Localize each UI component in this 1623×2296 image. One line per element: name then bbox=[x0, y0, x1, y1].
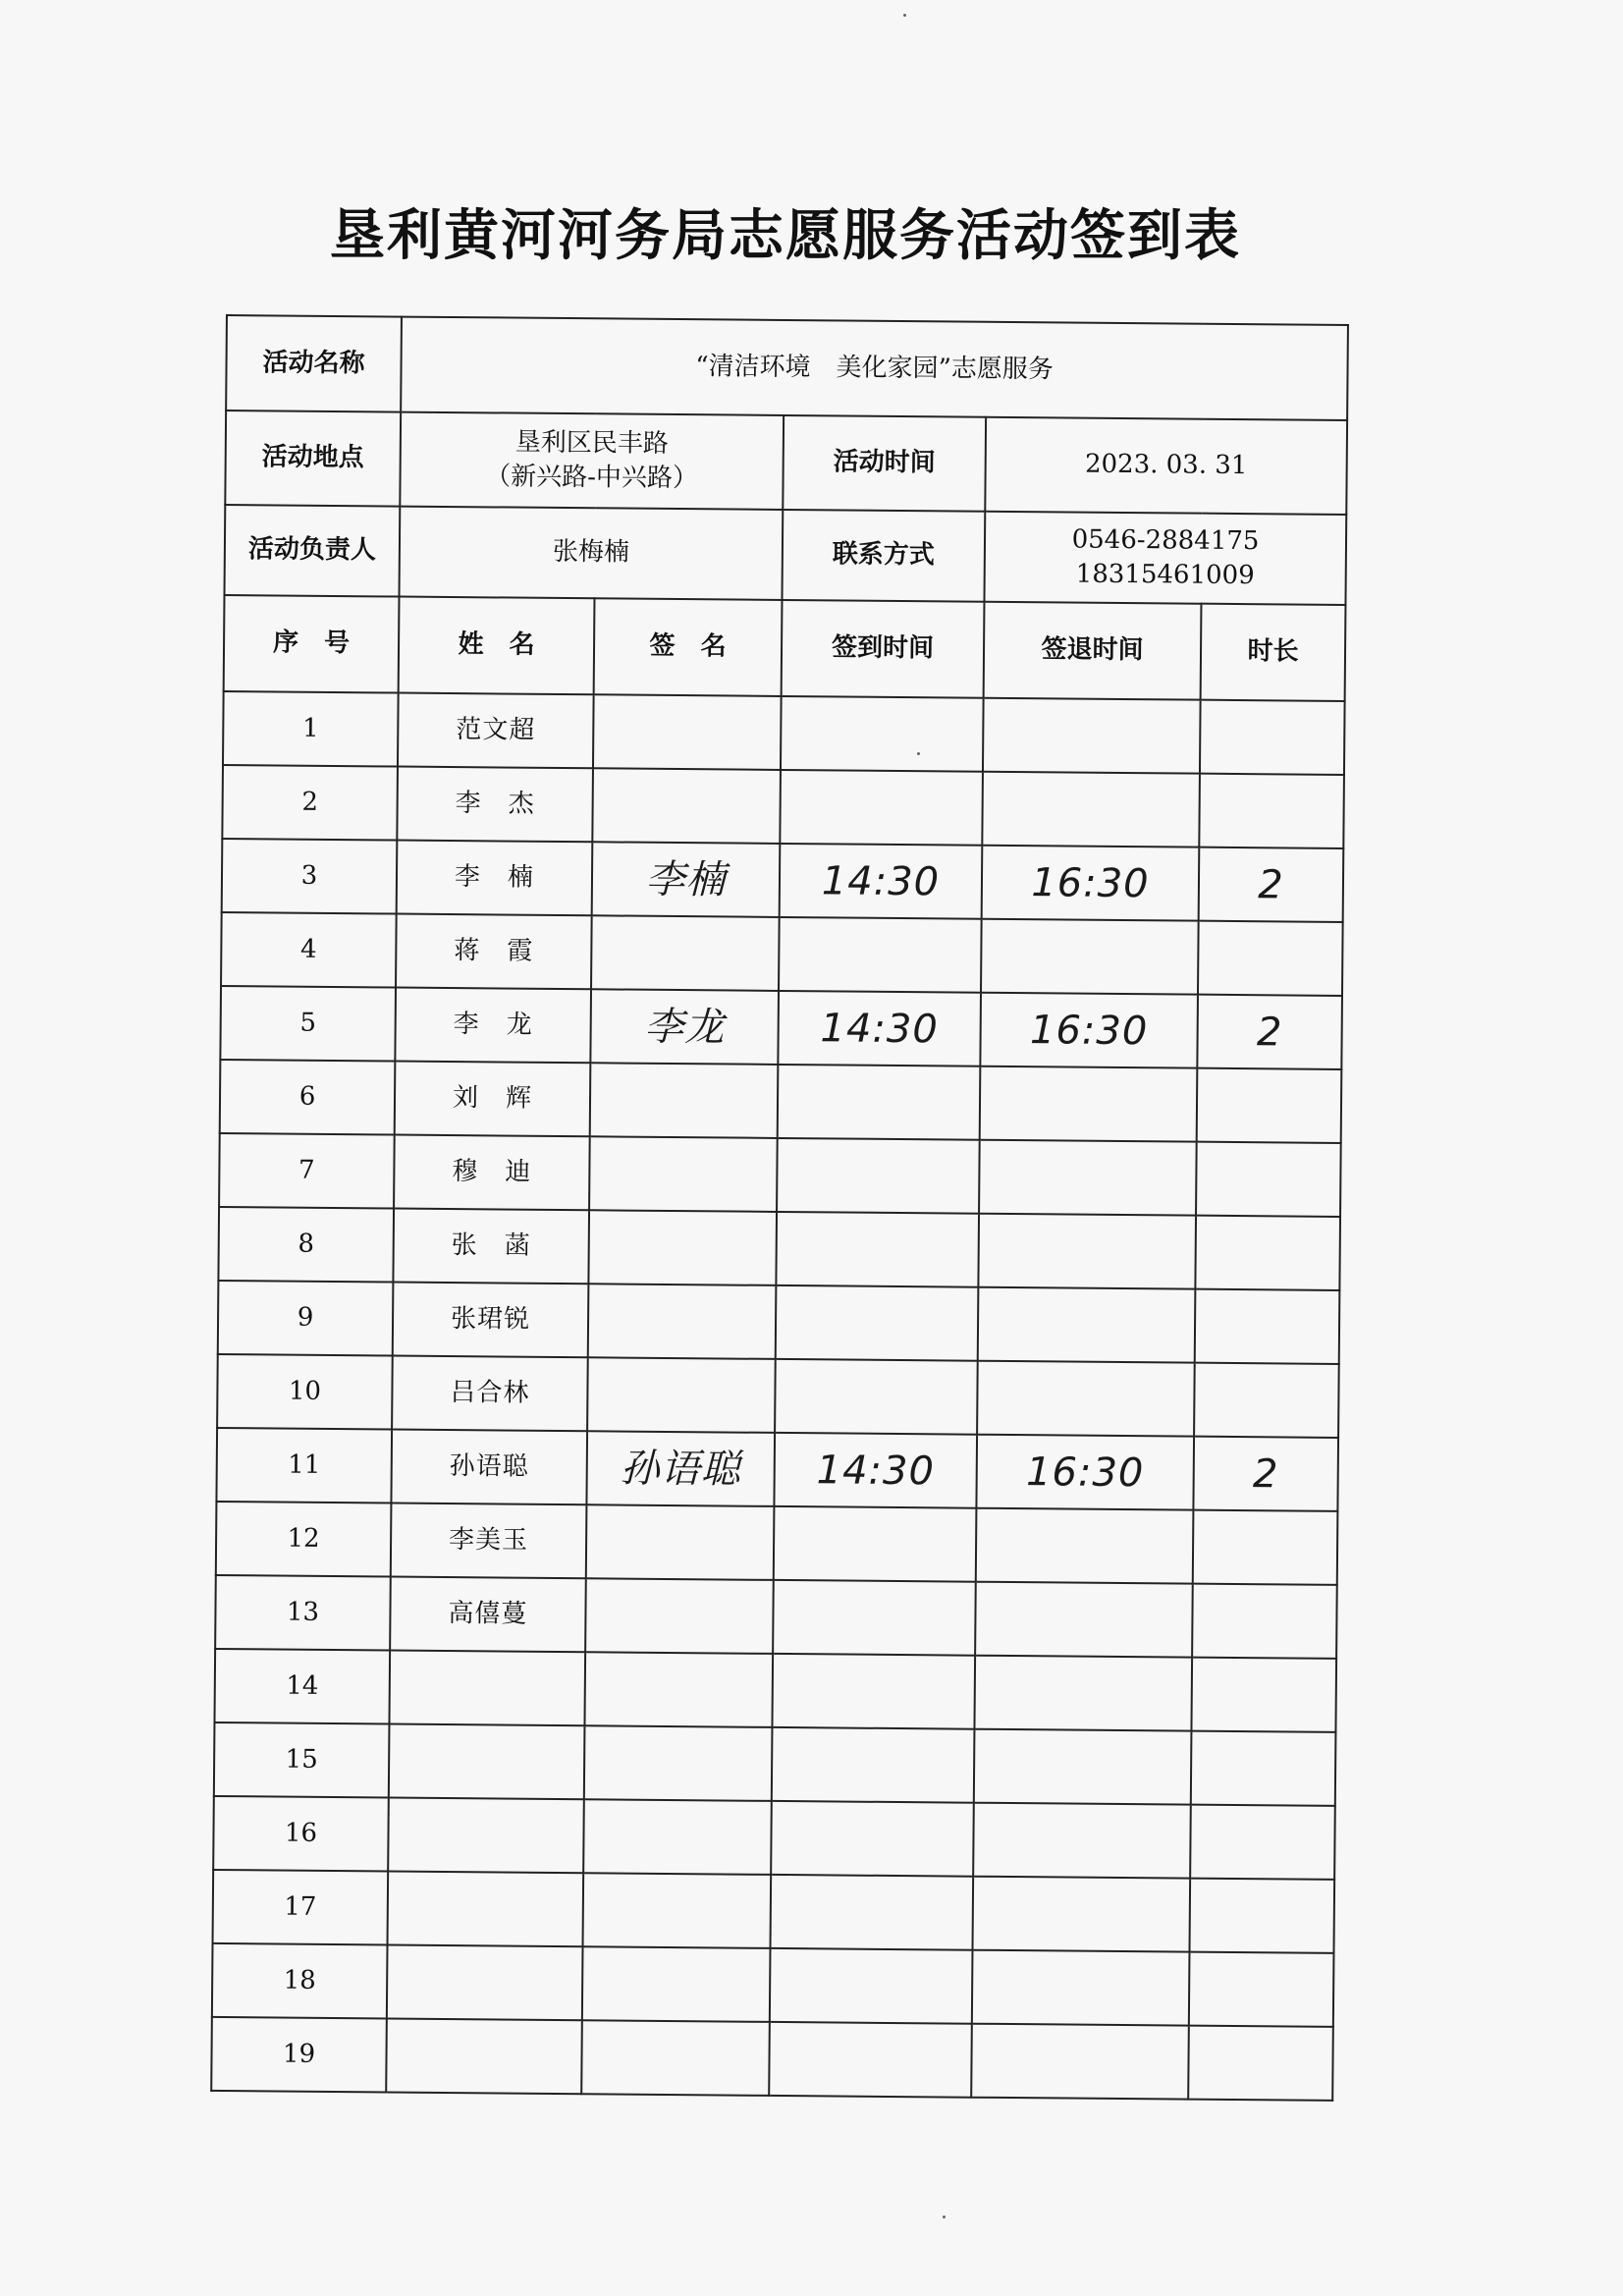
seq-cell: 19 bbox=[211, 2017, 387, 2093]
seq-cell: 9 bbox=[218, 1281, 394, 1356]
signature-cell bbox=[587, 1357, 776, 1433]
signin-time-cell: 14:30 bbox=[778, 991, 981, 1066]
duration-cell bbox=[1195, 1216, 1340, 1290]
activity-leader-value: 张梅楠 bbox=[399, 507, 783, 600]
signature-cell bbox=[583, 1799, 772, 1875]
header-signature: 签 名 bbox=[594, 598, 783, 696]
signin-time-cell bbox=[777, 1138, 980, 1214]
signature-cell: 李楠 bbox=[592, 842, 781, 917]
signout-time-cell bbox=[972, 1950, 1190, 2026]
contact-phone-2: 18315461009 bbox=[1075, 559, 1255, 591]
duration-cell: 2 bbox=[1197, 995, 1342, 1069]
duration-cell bbox=[1192, 1584, 1337, 1659]
header-duration: 时长 bbox=[1201, 604, 1346, 701]
signout-time-cell bbox=[982, 772, 1200, 847]
activity-place-value bbox=[400, 412, 784, 510]
signature-cell bbox=[586, 1504, 775, 1580]
signature-cell bbox=[593, 694, 782, 770]
name-cell: 吕合林 bbox=[392, 1356, 588, 1432]
name-cell bbox=[388, 1872, 584, 1947]
table-row bbox=[216, 1502, 1338, 1585]
table-row bbox=[222, 765, 1344, 848]
signin-sheet bbox=[210, 314, 1347, 2102]
column-header-row bbox=[224, 595, 1346, 701]
duration-cell bbox=[1198, 921, 1343, 996]
duration-cell bbox=[1197, 1068, 1342, 1143]
signature-cell bbox=[584, 1725, 773, 1801]
signature-cell: 李龙 bbox=[590, 989, 779, 1065]
signout-time-cell bbox=[977, 1361, 1195, 1437]
activity-name-row bbox=[226, 315, 1348, 420]
activity-name-label: 活动名称 bbox=[226, 315, 402, 412]
duration-cell bbox=[1189, 1879, 1334, 1953]
seq-cell: 15 bbox=[214, 1722, 390, 1798]
page-title: 垦利黄河河务局志愿服务活动签到表 bbox=[330, 204, 1241, 268]
table-row bbox=[213, 1870, 1335, 1953]
seq-cell: 18 bbox=[212, 1943, 388, 2019]
activity-time-label: 活动时间 bbox=[783, 415, 986, 512]
name-cell bbox=[387, 1944, 583, 2020]
table-row bbox=[220, 986, 1342, 1069]
signout-time-cell bbox=[978, 1214, 1196, 1289]
signout-time-cell bbox=[974, 1656, 1192, 1731]
seq-cell: 5 bbox=[220, 986, 396, 1062]
signin-time-cell bbox=[778, 1065, 981, 1140]
table-row bbox=[221, 912, 1343, 996]
signin-time-cell bbox=[776, 1285, 979, 1361]
signout-time-cell: 16:30 bbox=[976, 1435, 1194, 1510]
activity-place-row bbox=[225, 410, 1347, 515]
header-signin-time: 签到时间 bbox=[782, 600, 985, 698]
signature-cell bbox=[591, 915, 780, 991]
duration-cell bbox=[1195, 1289, 1340, 1364]
signin-time-cell: 14:30 bbox=[774, 1433, 977, 1508]
table-row bbox=[213, 1796, 1335, 1880]
signin-time-cell bbox=[771, 1801, 974, 1877]
seq-cell: 11 bbox=[216, 1428, 392, 1503]
signin-time-cell bbox=[775, 1359, 978, 1435]
signout-time-cell bbox=[976, 1508, 1194, 1584]
duration-cell bbox=[1188, 2026, 1333, 2101]
signature-cell bbox=[582, 1946, 771, 2022]
signature-cell bbox=[583, 1873, 772, 1948]
seq-cell: 10 bbox=[217, 1354, 393, 1430]
header-signout-time: 签退时间 bbox=[984, 602, 1202, 700]
name-cell: 穆 迪 bbox=[394, 1135, 590, 1211]
seq-cell: 12 bbox=[216, 1502, 392, 1577]
name-cell: 范文超 bbox=[398, 693, 594, 769]
name-cell: 张珺锐 bbox=[393, 1283, 589, 1358]
name-cell bbox=[389, 1651, 585, 1726]
duration-cell bbox=[1193, 1510, 1338, 1585]
table-row bbox=[218, 1281, 1340, 1364]
contact-value bbox=[984, 512, 1346, 605]
table-row bbox=[219, 1133, 1341, 1217]
signin-time-cell bbox=[772, 1654, 975, 1729]
seq-cell: 13 bbox=[215, 1575, 391, 1651]
name-cell: 孙语聪 bbox=[391, 1430, 587, 1505]
signout-time-cell bbox=[973, 1803, 1191, 1879]
duration-cell bbox=[1200, 700, 1345, 775]
seq-cell: 7 bbox=[219, 1133, 395, 1209]
duration-cell bbox=[1199, 774, 1344, 848]
name-cell bbox=[388, 1798, 584, 1874]
signin-table bbox=[210, 314, 1349, 2102]
signout-time-cell bbox=[981, 919, 1199, 995]
activity-time-value: 2023. 03. 31 bbox=[985, 417, 1347, 515]
seq-cell: 6 bbox=[220, 1060, 396, 1135]
contact-label: 联系方式 bbox=[782, 510, 985, 602]
table-row bbox=[222, 839, 1344, 922]
signout-time-cell bbox=[978, 1287, 1196, 1363]
signature-cell bbox=[585, 1578, 774, 1654]
signature-cell bbox=[590, 1063, 779, 1138]
header-name: 姓 名 bbox=[399, 597, 595, 695]
table-row bbox=[218, 1207, 1340, 1290]
signout-time-cell bbox=[980, 1066, 1198, 1142]
duration-cell bbox=[1191, 1731, 1336, 1806]
signin-time-cell bbox=[773, 1580, 976, 1656]
contact-phone-1: 0546-2884175 bbox=[1071, 524, 1260, 557]
seq-cell: 1 bbox=[223, 691, 399, 767]
signout-time-cell: 16:30 bbox=[980, 993, 1198, 1068]
scan-speck bbox=[943, 2215, 946, 2218]
table-row bbox=[212, 1943, 1334, 2027]
activity-place-line1: 垦利区民丰路 bbox=[514, 427, 669, 459]
name-cell bbox=[386, 2018, 582, 2094]
table-row bbox=[220, 1060, 1342, 1143]
duration-cell bbox=[1189, 1952, 1334, 2027]
activity-place-line2: （新兴路-中兴路） bbox=[485, 462, 699, 494]
signout-time-cell bbox=[974, 1729, 1192, 1805]
duration-cell: 2 bbox=[1193, 1437, 1338, 1511]
signature-cell bbox=[588, 1284, 777, 1359]
table-row bbox=[217, 1354, 1339, 1438]
signin-time-cell bbox=[781, 696, 984, 772]
name-cell: 李 杰 bbox=[397, 767, 593, 843]
name-cell: 刘 辉 bbox=[395, 1062, 591, 1137]
signout-time-cell bbox=[975, 1582, 1193, 1658]
signature-cell bbox=[581, 2020, 770, 2096]
signin-time-cell bbox=[779, 917, 982, 993]
signout-time-cell: 16:30 bbox=[982, 846, 1200, 921]
signin-time-cell: 14:30 bbox=[780, 844, 983, 919]
duration-cell: 2 bbox=[1199, 847, 1344, 922]
seq-cell: 14 bbox=[214, 1649, 390, 1724]
signout-time-cell bbox=[972, 1877, 1190, 1952]
name-cell: 蒋 霞 bbox=[396, 914, 592, 990]
seq-cell: 8 bbox=[218, 1207, 394, 1283]
activity-place-label: 活动地点 bbox=[225, 410, 401, 507]
activity-name-value: “清洁环境 美化家园”志愿服务 bbox=[401, 317, 1348, 420]
seq-cell: 3 bbox=[222, 839, 398, 914]
signature-cell bbox=[584, 1652, 773, 1727]
table-row bbox=[216, 1428, 1338, 1511]
duration-cell bbox=[1190, 1805, 1335, 1880]
seq-cell: 2 bbox=[222, 765, 398, 841]
table-row bbox=[214, 1722, 1336, 1806]
signout-time-cell bbox=[979, 1140, 1197, 1216]
header-seq: 序 号 bbox=[224, 595, 400, 693]
name-cell: 张 菡 bbox=[393, 1209, 589, 1285]
name-cell bbox=[389, 1724, 585, 1800]
name-cell: 李 楠 bbox=[397, 841, 593, 916]
table-row bbox=[223, 691, 1345, 775]
signin-time-cell bbox=[771, 1875, 974, 1950]
signin-time-cell bbox=[774, 1506, 977, 1582]
name-cell: 李美玉 bbox=[391, 1503, 587, 1579]
seq-cell: 16 bbox=[213, 1796, 389, 1872]
name-cell: 李 龙 bbox=[395, 988, 591, 1064]
table-row bbox=[214, 1649, 1336, 1732]
duration-cell bbox=[1196, 1142, 1341, 1217]
signin-time-cell bbox=[769, 2022, 972, 2098]
signin-time-cell bbox=[780, 770, 983, 846]
seq-cell: 4 bbox=[221, 912, 397, 988]
signin-time-cell bbox=[776, 1212, 979, 1287]
duration-cell bbox=[1191, 1658, 1336, 1732]
signin-time-cell bbox=[772, 1727, 975, 1803]
activity-leader-label: 活动负责人 bbox=[225, 505, 401, 597]
signin-time-cell bbox=[770, 1948, 973, 2024]
signature-cell bbox=[589, 1136, 778, 1212]
signature-cell bbox=[592, 768, 781, 844]
name-cell: 高僖蔓 bbox=[390, 1577, 586, 1653]
seq-cell: 17 bbox=[213, 1870, 389, 1945]
signature-cell: 孙语聪 bbox=[586, 1431, 775, 1506]
table-row bbox=[211, 2017, 1333, 2101]
signature-cell bbox=[588, 1210, 777, 1285]
table-row bbox=[215, 1575, 1337, 1659]
duration-cell bbox=[1194, 1363, 1339, 1438]
signout-time-cell bbox=[983, 698, 1201, 774]
scan-speck bbox=[903, 14, 906, 17]
activity-leader-row bbox=[225, 505, 1347, 605]
signout-time-cell bbox=[971, 2024, 1189, 2100]
